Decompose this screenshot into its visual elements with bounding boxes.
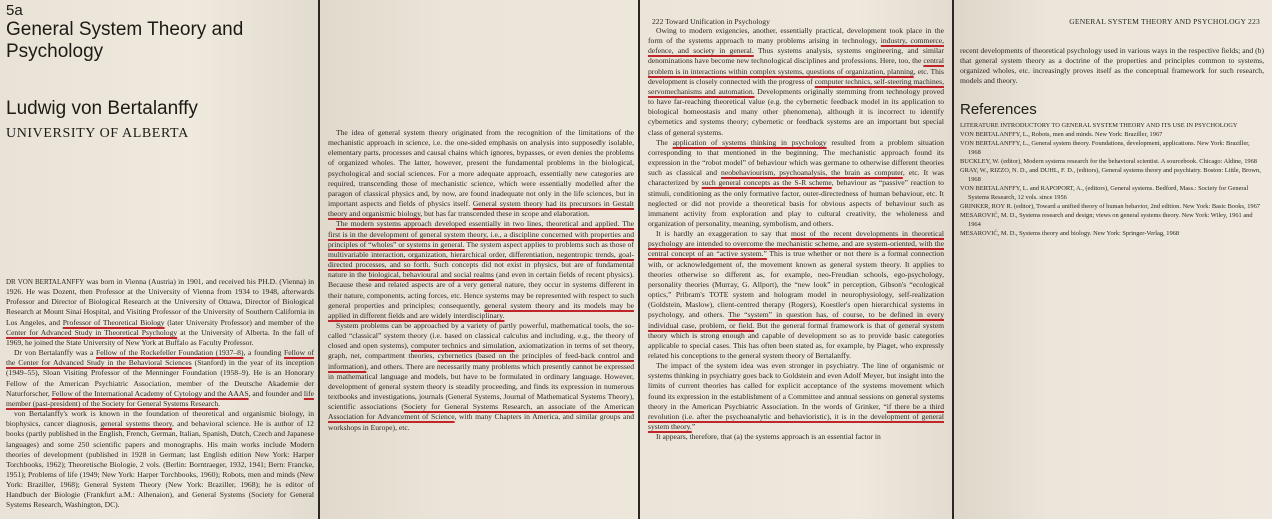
paragraph (648, 26, 944, 138)
author-affiliation: UNIVERSITY OF ALBERTA (6, 126, 189, 141)
highlighted-text: general system theory and its models may be applied in different fields and are widely interdisciplinary. (328, 300, 634, 320)
highlighted-text: Center for Advanced Study in Theoretical Psychology (6, 327, 178, 337)
highlighted-text: general systems theory (100, 419, 173, 429)
references-heading: References (960, 101, 1037, 118)
highlighted-text: Fellow of the Rockefeller Foundation (1937–8) (96, 348, 244, 358)
text-run: , behaviour as “passive” reaction to stimuli, conditioning as the only formative factor, outer-directedness of human behaviour, etc. It neglected or did not provide a theoretical basis for obvious aspects of behaviour such as immanent activity from exploration and play to cultural creativity, the wholeness and organization of personality, meaning, symbolism, and others. (648, 178, 944, 228)
paragraph (648, 361, 944, 432)
author-biography (6, 277, 314, 517)
body-text (648, 26, 944, 517)
bio-text: at the University of Alberta. In the fall of 1969, he joined the State University of New York at Buffalo as Faculty Professor. (6, 327, 314, 347)
paragraph (328, 219, 634, 321)
bio-paragraph (6, 348, 314, 409)
highlighted-text: neobehaviourism, psychoanalysis, the brain as computer (721, 168, 903, 178)
text-run: The system aspect applies to problems such as those of (464, 239, 634, 249)
highlighted-text: biological, behavioural and social realms (368, 270, 494, 280)
references-list (960, 121, 1264, 238)
text-run: It is hardly an exaggeration to say that (656, 229, 791, 239)
bio-text: . (218, 398, 221, 408)
paragraph (648, 432, 944, 442)
running-head: GENERAL SYSTEM THEORY AND PSYCHOLOGY 223 (1069, 17, 1260, 26)
text-run: The idea of general system theory originated from the recognition of the limitations of the mechanistic approach in science, i.e. the one-sided emphasis on analysis into supposedly isolable, elementary parts, processes and causal chains which ignores, bypasses, or even denies the problems of organized wholes. The latter, however, present the fundamental problems in the biological, psychological and social sciences. For a more adequate approach, essentially new categories are required, transcending those of mechanistic science, which were essentially modelled after the paragon of classical physics and, by now, are found inadequate not only in the life sciences, but in important aspects and fields of physics itself. (328, 128, 634, 209)
text-run: , with many Chapters in America, and similar groups and workshops in Europe), etc. (328, 412, 634, 432)
text-run: Owing to modern exigencies, another, essentially practical, development took place in the form of the systems approach to many problems arising in technology, (648, 26, 944, 46)
highlighted-text: central problem is in interactions within complex systems, questions of organization, planning (648, 56, 944, 76)
reference-item: VON BERTALANFFY, L., General system theory. Foundations, development, applications. New York: Braziller, 1968 (960, 140, 1250, 156)
highlighted-text: life member (past-president) of the Society for General Systems Research (6, 388, 314, 408)
text-run: resulted from a problem situation corresponding to that mentioned in the beginning. The mechanistic approach found its expression in the “robot model” of behaviour which was germane to otherwise different theories such as classical and (648, 137, 944, 178)
bio-text: was born in Vienna (Austria) in 1901, and received his PH.D. (Vienna) in 1926. He was Dozent, then Professor at the University of Vienna from 1934 to 1948, afterwards Professor and Director of Biological Research at the University of Ottawa, Director of Biological Research at Mount Sinai Hospital, and Visiting Professor of the University of Southern California in Los Angeles, and (6, 277, 314, 327)
text-run: The (656, 137, 673, 147)
text-run: , but has far transcended these in scope and elaboration. (420, 209, 590, 219)
highlighted-text: Fellow of the International Academy of Cytology and the AAAS (51, 388, 249, 398)
references-subheading: LITERATURE INTRODUCTORY TO GENERAL SYSTEM THEORY AND ITS USE IN PSYCHOLOGY (960, 122, 1238, 129)
highlighted-text: The “system” in question has, of course, to be defined in every individual case, problem, or field. (648, 310, 944, 330)
page-1 (0, 0, 318, 519)
text-run: ” (691, 422, 696, 432)
bio-text: , a founding (243, 348, 284, 358)
bio-paragraph (6, 277, 314, 348)
reference-item: VON BERTALANFFY, L., Robots, men and minds. New York: Braziller, 1967 (960, 131, 1163, 138)
highlighted-text: industry, commerce, defence, and society in general. (648, 36, 944, 56)
running-head: 222 Toward Unification in Psychology (652, 17, 770, 26)
text-run: , axiomatization in terms of set theory, graph, net, compartment theories, (328, 341, 634, 361)
highlighted-text: application of systems thinking in psychology (672, 137, 827, 147)
bio-lead: DR VON BERTALANFFY (6, 278, 85, 286)
reference-item: MESAROVIĆ, M. D., Systems theory and biology. New York: Springer-Verlag, 1968 (960, 230, 1180, 237)
reference-item: BUCKLEY, W. (editor), Modern systems research for the behavioral scientist. A sourcebook. Chicago: Aldine, 1968 (960, 158, 1257, 165)
highlighted-text: cybernetics (based on the principles of feed-back control and information) (328, 351, 634, 371)
page-4 (954, 0, 1272, 519)
text-run: It appears, therefore, that (a) the systems approach is an essential factor in (656, 432, 881, 442)
reference-item: MESAROVIĆ, M. D., Systems research and design; views on general systems theory. New York: Wiley, 1961 and 1964 (960, 212, 1253, 228)
text-run: (and even in certain fields of recent physics). Because these and related aspects are of a very general nature, they occur in systems different in their nature, components, acting forces, etc. Hence systems may be represented with respect to such general properties and principles; consequently, (328, 270, 634, 310)
bio-text: , and behavioral science. He is author of 12 books (partly published in the English, French, German, Italian, Spanish, Dutch, Czech and Japanese languages) and some 250 scientific papers and monographs. His main works include Modern theories of development (published in 1928 in German; last English edition New York: Harper Torchbooks, 1962); Theoretische Biologie, 2 vols. (Berlin: Borntraeger, 1932, 1941; Bern: Francke, 1951); Problems of life (1949; New York: Harper Torchbooks, 1960); Robots, men and minds (New York: Braziller, 1968); General System Theory (New York: Braziller, 1968); he is editor of Handbuch der Biologie (Frankfurt a.M.: Alhenaion), and General Systems (Society for General Systems Research, Washington, DC). (6, 419, 314, 510)
paragraph: recent developments of theoretical psychology used in various ways in the respective fields; and (b) that general system theory as a doctrine of the properties and principles common to systems, organized wholes, etc. increasingly proves itself as the conceptual framework for such research, models and theory. (960, 46, 1264, 86)
text-run: This is true whether or not there is a formal connection with, or acknowledgement of, the movement known as general system theory. It applies to theories otherwise so different as, for example, neo-Freudian schools, ego-psychology, personality theories (Murray, G. Allport), the “new look” in perception, Gibson's “ecological optics,” Pribram's TOTE system and hologram model in neurophysiology, self-realization (Goldstein, Maslow), client-centred therapy (Rogers), Koestler's open hierarchical systems in psychology, and others. (648, 249, 944, 320)
chapter-number: 5a (6, 2, 23, 19)
highlighted-text: such general concepts as the S-R scheme (701, 178, 832, 188)
body-text (328, 128, 634, 517)
paragraph (328, 128, 634, 219)
highlighted-text: Society for General Systems Research, an associate of the American Association for Advancement of Science (328, 402, 634, 422)
highlighted-text: General system theory had its precursors in Gestalt theory and organismic biology (328, 199, 634, 219)
bio-text: , and founder and (248, 388, 304, 398)
bio-paragraph (6, 409, 314, 511)
bio-text: (later University Professor) and member of the (164, 317, 314, 327)
reference-item: GRAY, W., RIZZO, N. D., and DUHL, F. D., (editors), General systems theory and psychiatry. Boston: Little, Brown, 1968 (960, 167, 1261, 183)
text-run: , etc. This development is closely connected with the progress of (648, 66, 944, 86)
text-run: The impact of the system idea was even stronger in psychiatry. The line of organismic or systems thinking in psychiatry goes back to Goldstein and even Adolf Meyer, but insight into the limits of current theories has called for explicit acceptance of the systems movement which found its expression in the establishment of a Committee and annual sessions on general systems theory in the American Psychiatric Association. In the words of Grinker, “ (648, 361, 944, 411)
reference-item: GRINKER, ROY R. (editor), Toward a unified theory of human behavior, 2nd edition. New York: Basic Books, 1967 (960, 203, 1260, 210)
text-run: , etc. It was characterized by (648, 168, 944, 188)
bio-text: von Bertalanffy's work is known in the foundation of theoretical and organismic biology, in biophysics, cancer diagnosis, (6, 409, 314, 429)
text-run: But the general formal framework is that of general system theory which is strong enough and capable of development so as to provide basic categories applicable to special cases. This has often been stated as, for example, by Piaget, who expressly related his conceptions to the general system theory of Bertalanffy. (648, 320, 944, 360)
paragraph (648, 229, 944, 361)
author-name: Ludwig von Bertalanffy (6, 98, 198, 119)
highlighted-text: multivariable interaction, organization, hierarchical order, differentiation, negentropic trends, goal-directed processes, and so forth. (328, 249, 634, 270)
text-run: Thus systems analysis, systems engineering, and similar denominations have become new technological disciplines and professions. Here, too, the (648, 46, 944, 66)
paragraph (328, 321, 634, 433)
highlighted-text: most of the recent developments in theoretical psychology are intended to overcome the mechanistic scheme, and are system-oriented, with the central concept of an “active system.” (648, 229, 944, 259)
highlighted-text: The modern systems approach developed essentially in two lines, theoretical and applied. The first is in the development of general system theory, i.e., a discipline concerned with properties and principles of “wholes” or systems in general. (328, 219, 634, 249)
text-run: Such concepts did not exist in physics, but are of fundamental nature in the (328, 260, 634, 280)
text-run: , and others. There are necessarily many problems which presently cannot be expressed in mathematical language and models, but have to be formulated in ordinary language. However, development of general system theory is steadily proceeding, and finds its expression in numerous textbooks and investigations, journals (General Systems, Journal of Mathematical Systems Theory), scientific associations ( (328, 361, 634, 412)
highlighted-text: Fellow of the Center for Advanced Study in the Behavioral Sciences (6, 348, 314, 368)
highlighted-text: Professor of Theoretical Biology (62, 317, 165, 327)
text-run: System problems can be approached by a variety of partly powerful, mathematical tools, the so-called “classical” system theory (i.e. based on classical calculus and including, e.g., the theory of closed and open systems), (328, 320, 634, 351)
paragraph (648, 138, 944, 229)
reference-item: VON BERTALANFFY, L. and RAPOPORT, A., (editors), General systems. Bedford, Mass.: Society for General Systems Research, 12 vols. since 1956 (960, 185, 1249, 201)
body-text (960, 46, 1264, 86)
highlighted-text: if there be a third revolution (i.e. after the psychoanalytic and behavioristic), it is in the development of general system theory. (648, 401, 944, 432)
highlighted-text: computer technics, self-steering machines, servomechanisms and automation. (648, 76, 944, 96)
page-2 (320, 0, 638, 519)
highlighted-text: computer technics and simulation (410, 341, 515, 351)
bio-text: (Stanford) in the year of its inception (1949–55), Sloan Visiting Professor of the Menninger Foundation (1958–9). He is an Honorary Fellow of the American Psychiatric Association, member of the Deutsche Akademie der Naturforscher, (6, 358, 314, 398)
bio-text: Dr von Bertalanffy was a (14, 348, 96, 358)
chapter-title: General System Theory and Psychology (6, 19, 244, 62)
page-3 (640, 0, 952, 519)
text-run: Developments originally stemming from technology proved to have far-reaching theoretical value (e.g. the cybernetic feedback model in its application to biological homeostasis and many other phenomena), although it is incorrect to identify cybernetics and systems theory; cybernetic or feedback systems are an important but special class of general systems. (648, 86, 944, 137)
